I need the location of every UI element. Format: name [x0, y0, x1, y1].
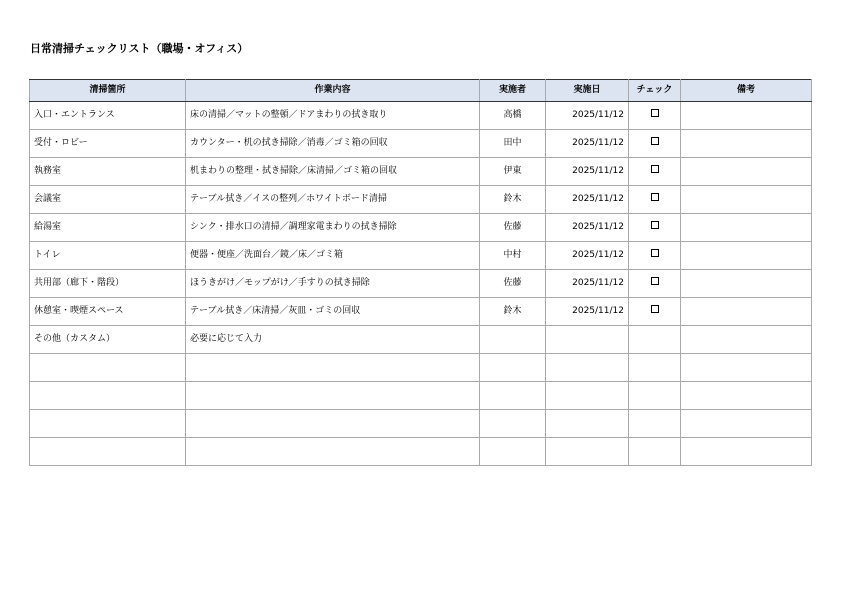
header-check: チェック	[629, 80, 681, 102]
checkbox-icon[interactable]	[651, 193, 659, 201]
cell-person: 佐藤	[480, 214, 546, 242]
cell-task	[186, 438, 480, 466]
cell-person	[480, 410, 546, 438]
cell-task: 机まわりの整理・拭き掃除／床清掃／ゴミ箱の回収	[186, 158, 480, 186]
cell-check[interactable]	[629, 186, 681, 214]
cell-notes	[681, 270, 812, 298]
table-row	[30, 102, 812, 130]
cell-task: 便器・便座／洗面台／鏡／床／ゴミ箱	[186, 242, 480, 270]
checkbox-icon[interactable]	[651, 305, 659, 313]
checkbox-icon[interactable]	[651, 137, 659, 145]
table-row	[30, 158, 812, 186]
cell-area: 入口・エントランス	[30, 102, 186, 130]
cell-notes	[681, 130, 812, 158]
cell-date	[546, 326, 629, 354]
cell-date: 2025/11/12	[546, 186, 629, 214]
cell-area: 会議室	[30, 186, 186, 214]
cell-person	[480, 354, 546, 382]
page-title: 日常清掃チェックリスト（職場・オフィス）	[30, 42, 249, 55]
table-header-row	[30, 80, 812, 102]
cell-person: 中村	[480, 242, 546, 270]
cell-person: 佐藤	[480, 270, 546, 298]
table-row	[30, 382, 812, 410]
cell-check[interactable]	[629, 214, 681, 242]
cell-task: 必要に応じて入力	[186, 326, 480, 354]
cell-date	[546, 438, 629, 466]
cell-check[interactable]	[629, 354, 681, 382]
header-notes: 備考	[681, 80, 812, 102]
cell-notes	[681, 382, 812, 410]
table-row	[30, 298, 812, 326]
table-row	[30, 410, 812, 438]
checkbox-icon[interactable]	[651, 249, 659, 257]
cell-person: 鈴木	[480, 298, 546, 326]
cell-check[interactable]	[629, 270, 681, 298]
cell-area: 受付・ロビー	[30, 130, 186, 158]
cell-notes	[681, 410, 812, 438]
cell-person	[480, 326, 546, 354]
cell-date: 2025/11/12	[546, 242, 629, 270]
cell-task	[186, 410, 480, 438]
cell-task: カウンター・机の拭き掃除／消毒／ゴミ箱の回収	[186, 130, 480, 158]
cell-person: 伊東	[480, 158, 546, 186]
table-row	[30, 438, 812, 466]
cell-area	[30, 438, 186, 466]
cell-task	[186, 382, 480, 410]
header-area: 清掃箇所	[30, 80, 186, 102]
table-body	[30, 102, 812, 466]
cell-notes	[681, 438, 812, 466]
table-row	[30, 130, 812, 158]
cell-task: ほうきがけ／モップがけ／手すりの拭き掃除	[186, 270, 480, 298]
cell-area: 執務室	[30, 158, 186, 186]
cell-task: テーブル拭き／床清掃／灰皿・ゴミの回収	[186, 298, 480, 326]
cell-check[interactable]	[629, 326, 681, 354]
cell-task: テーブル拭き／イスの整列／ホワイトボード清掃	[186, 186, 480, 214]
header-date: 実施日	[546, 80, 629, 102]
table-row	[30, 214, 812, 242]
cell-date: 2025/11/12	[546, 270, 629, 298]
cell-check[interactable]	[629, 410, 681, 438]
cell-check[interactable]	[629, 242, 681, 270]
table-row	[30, 270, 812, 298]
cell-check[interactable]	[629, 438, 681, 466]
cell-notes	[681, 354, 812, 382]
cell-task: 床の清掃／マットの整頓／ドアまわりの拭き取り	[186, 102, 480, 130]
cell-person: 鈴木	[480, 186, 546, 214]
cell-person: 田中	[480, 130, 546, 158]
cell-notes	[681, 326, 812, 354]
cell-notes	[681, 158, 812, 186]
cell-check[interactable]	[629, 130, 681, 158]
cell-notes	[681, 242, 812, 270]
cell-check[interactable]	[629, 158, 681, 186]
cell-person	[480, 382, 546, 410]
cell-area: 休憩室・喫煙スペース	[30, 298, 186, 326]
cell-area: トイレ	[30, 242, 186, 270]
cell-person: 高橋	[480, 102, 546, 130]
cell-area: 給湯室	[30, 214, 186, 242]
cell-area	[30, 382, 186, 410]
checkbox-icon[interactable]	[651, 109, 659, 117]
table-row	[30, 326, 812, 354]
cell-check[interactable]	[629, 102, 681, 130]
cell-date: 2025/11/12	[546, 130, 629, 158]
table-row	[30, 242, 812, 270]
cell-area: 共用部（廊下・階段）	[30, 270, 186, 298]
checkbox-icon[interactable]	[651, 221, 659, 229]
header-task: 作業内容	[186, 80, 480, 102]
cell-area	[30, 410, 186, 438]
cell-notes	[681, 102, 812, 130]
cell-date: 2025/11/12	[546, 298, 629, 326]
cell-date: 2025/11/12	[546, 158, 629, 186]
cell-area	[30, 354, 186, 382]
cell-date: 2025/11/12	[546, 214, 629, 242]
cleaning-checklist-table	[29, 79, 812, 466]
table-row	[30, 354, 812, 382]
checkbox-icon[interactable]	[651, 165, 659, 173]
cell-date: 2025/11/12	[546, 102, 629, 130]
cell-date	[546, 354, 629, 382]
cell-task: シンク・排水口の清掃／調理家電まわりの拭き掃除	[186, 214, 480, 242]
cell-check[interactable]	[629, 298, 681, 326]
cell-person	[480, 438, 546, 466]
checkbox-icon[interactable]	[651, 277, 659, 285]
cell-notes	[681, 298, 812, 326]
cell-notes	[681, 186, 812, 214]
cell-area: その他（カスタム）	[30, 326, 186, 354]
cell-task	[186, 354, 480, 382]
cell-notes	[681, 214, 812, 242]
cell-date	[546, 410, 629, 438]
cell-check[interactable]	[629, 382, 681, 410]
table-row	[30, 186, 812, 214]
header-person: 実施者	[480, 80, 546, 102]
cell-date	[546, 382, 629, 410]
